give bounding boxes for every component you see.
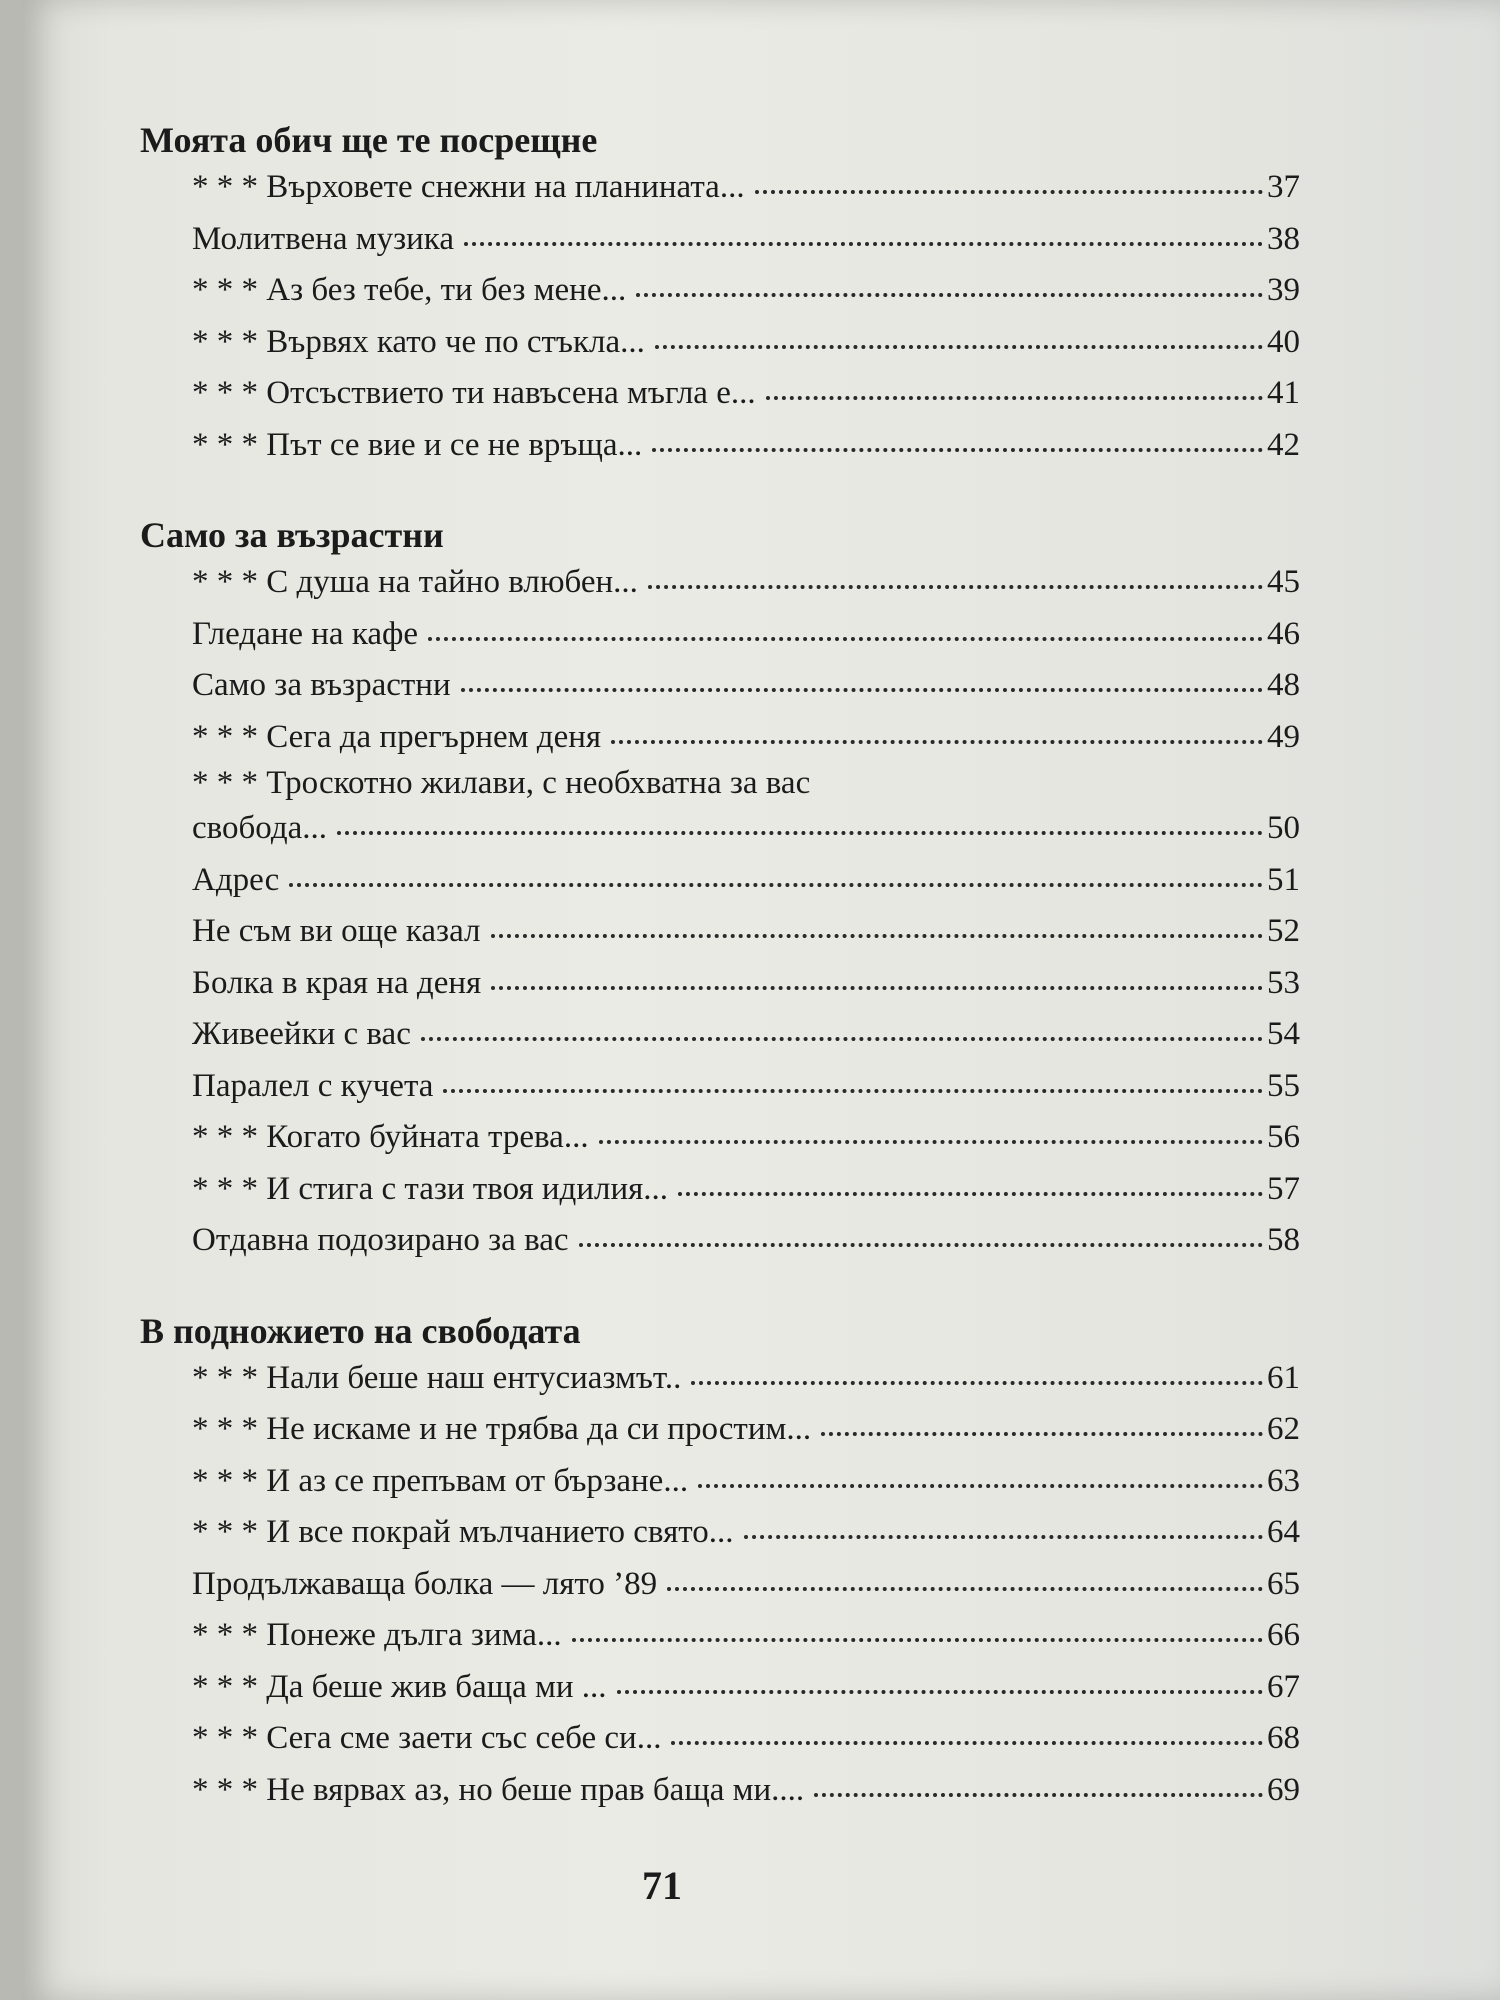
dot-leader bbox=[491, 934, 1264, 938]
entry-title: * * * Нали беше наш ентусиазмът.. bbox=[192, 1359, 682, 1396]
section-entries bbox=[140, 1353, 1300, 1817]
entry-page: 53 bbox=[1267, 964, 1300, 1001]
entry-title: Паралел с кучета bbox=[192, 1067, 434, 1104]
toc-section bbox=[140, 118, 1300, 471]
entry-page: 51 bbox=[1267, 861, 1300, 898]
toc-entry bbox=[192, 265, 1300, 317]
entry-title: * * * Сега сме заети със себе си... bbox=[192, 1720, 662, 1756]
section-title: Само за възрастни bbox=[140, 515, 444, 555]
toc-entry bbox=[192, 1662, 1300, 1714]
entry-title: * * * Да беше жив баща ми ... bbox=[192, 1668, 607, 1705]
dot-leader bbox=[766, 396, 1263, 400]
toc-entry bbox=[192, 1507, 1300, 1559]
entry-page: 46 bbox=[1267, 615, 1300, 652]
entry-title: Продължаваща болка — лято ’89 bbox=[192, 1565, 658, 1602]
entry-title: * * * И стига с тази твоя идилия... bbox=[192, 1170, 669, 1207]
dot-leader bbox=[636, 293, 1263, 297]
dot-leader bbox=[443, 1089, 1263, 1093]
toc-entry bbox=[192, 855, 1300, 907]
entry-page: 49 bbox=[1267, 718, 1300, 755]
entry-page: 63 bbox=[1267, 1462, 1300, 1499]
entry-title: Болка в края на деня bbox=[192, 964, 482, 1001]
entry-title: * * * Не искаме и не трябва да си простим... bbox=[192, 1411, 812, 1447]
dot-leader bbox=[464, 242, 1263, 246]
toc-entry bbox=[192, 1456, 1300, 1508]
toc-section bbox=[140, 513, 1300, 1267]
dot-leader bbox=[579, 1243, 1263, 1247]
toc-entry bbox=[192, 1404, 1300, 1456]
entry-page: 39 bbox=[1267, 272, 1300, 308]
entry-title: Само за възрастни bbox=[192, 667, 451, 703]
dot-leader bbox=[678, 1192, 1263, 1196]
section-entries bbox=[140, 162, 1300, 471]
entry-title: * * * Върховете снежни на планината... bbox=[192, 169, 745, 205]
entry-title: * * * И аз се препъвам от бързане... bbox=[192, 1462, 689, 1499]
entry-title: * * * Път се вие и се не връща... bbox=[192, 426, 643, 463]
toc-entry bbox=[192, 1112, 1300, 1164]
toc-entry bbox=[192, 162, 1300, 214]
entry-page: 58 bbox=[1267, 1222, 1300, 1258]
entry-page: 37 bbox=[1267, 169, 1300, 205]
dot-leader bbox=[611, 740, 1263, 744]
entry-title: * * * Аз без тебе, ти без мене... bbox=[192, 272, 627, 308]
toc-entry bbox=[192, 803, 1300, 855]
entry-title: * * * Не вярвах аз, но беше прав баща ми.... bbox=[192, 1771, 805, 1808]
entry-title-line: * * * Троскотно жилави, с необхватна за вас bbox=[192, 765, 811, 801]
entry-title: Не съм ви още казал bbox=[192, 913, 481, 949]
entry-title: * * * Отсъствието ти навъсена мъгла е... bbox=[192, 375, 756, 411]
dot-leader bbox=[744, 1535, 1264, 1539]
toc-entry bbox=[192, 1713, 1300, 1765]
entry-title: * * * Сега да прегърнем деня bbox=[192, 718, 602, 755]
entry-page: 57 bbox=[1267, 1170, 1300, 1207]
entry-page: 38 bbox=[1267, 220, 1300, 257]
book-page bbox=[22, 0, 1500, 2000]
toc-entry bbox=[192, 1610, 1300, 1662]
toc-entry bbox=[192, 1353, 1300, 1405]
dot-leader bbox=[572, 1638, 1263, 1642]
entry-title: Живеейки с вас bbox=[192, 1016, 411, 1052]
entry-title: Отдавна подозирано за вас bbox=[192, 1222, 569, 1258]
entry-title: Адрес bbox=[192, 861, 280, 898]
toc-entry bbox=[192, 1765, 1300, 1817]
toc-entry bbox=[192, 214, 1300, 266]
dot-leader bbox=[599, 1140, 1263, 1144]
toc-entry bbox=[192, 906, 1300, 958]
toc-entry bbox=[192, 712, 1300, 764]
dot-leader bbox=[814, 1793, 1263, 1797]
toc-entry bbox=[192, 1215, 1300, 1267]
dot-leader bbox=[671, 1741, 1263, 1745]
entry-title: * * * Понеже дълга зима... bbox=[192, 1617, 562, 1653]
entry-page: 64 bbox=[1267, 1514, 1300, 1550]
entry-page: 45 bbox=[1267, 564, 1300, 600]
toc-entry bbox=[192, 1061, 1300, 1113]
entry-page: 66 bbox=[1267, 1617, 1300, 1653]
entry-page: 65 bbox=[1267, 1565, 1300, 1602]
entry-page: 40 bbox=[1267, 323, 1300, 360]
dot-leader bbox=[617, 1690, 1263, 1694]
toc-entry bbox=[192, 660, 1300, 712]
toc-entry bbox=[192, 1164, 1300, 1216]
entry-page: 52 bbox=[1267, 913, 1300, 949]
dot-leader bbox=[652, 448, 1263, 452]
entry-page: 54 bbox=[1267, 1016, 1300, 1052]
toc-entry bbox=[192, 317, 1300, 369]
entry-page: 69 bbox=[1267, 1771, 1300, 1808]
entry-title: * * * Вървях като че по стъкла... bbox=[192, 323, 645, 360]
toc-entry bbox=[192, 609, 1300, 661]
dot-leader bbox=[691, 1381, 1263, 1385]
dot-leader bbox=[289, 883, 1263, 887]
toc-entry bbox=[192, 1559, 1300, 1611]
toc-entry bbox=[192, 557, 1300, 609]
toc-entry bbox=[192, 368, 1300, 420]
entry-title-continuation: свобода... bbox=[192, 810, 328, 846]
toc-entry bbox=[192, 420, 1300, 472]
toc-entry bbox=[192, 1009, 1300, 1061]
dot-leader bbox=[821, 1432, 1263, 1436]
dot-leader bbox=[755, 190, 1263, 194]
entry-page: 42 bbox=[1267, 426, 1300, 463]
dot-leader bbox=[461, 688, 1263, 692]
entry-page: 48 bbox=[1267, 667, 1300, 703]
dot-leader bbox=[491, 986, 1263, 990]
dot-leader bbox=[421, 1037, 1263, 1041]
dot-leader bbox=[428, 637, 1263, 641]
entry-page: 56 bbox=[1267, 1119, 1300, 1155]
entry-page: 61 bbox=[1267, 1359, 1300, 1396]
toc-section bbox=[140, 1309, 1300, 1817]
table-of-contents bbox=[140, 118, 1300, 1858]
section-entries bbox=[140, 557, 1300, 1267]
dot-leader bbox=[698, 1484, 1263, 1488]
entry-title: * * * И все покрай мълчанието свято... bbox=[192, 1514, 734, 1550]
entry-title: Гледане на кафе bbox=[192, 615, 419, 652]
entry-title: Молитвена музика bbox=[192, 220, 454, 257]
entry-title: * * * Когато буйната трева... bbox=[192, 1119, 589, 1155]
entry-page: 41 bbox=[1267, 375, 1300, 411]
dot-leader bbox=[337, 831, 1263, 835]
dot-leader bbox=[667, 1587, 1263, 1591]
entry-page: 55 bbox=[1267, 1067, 1300, 1104]
entry-page: 68 bbox=[1267, 1720, 1300, 1756]
toc-entry bbox=[192, 958, 1300, 1010]
entry-title: * * * С душа на тайно влюбен... bbox=[192, 564, 638, 600]
page-number: 71 bbox=[642, 1863, 682, 1908]
entry-page: 67 bbox=[1267, 1668, 1300, 1705]
section-title: В подножието на свободата bbox=[140, 1310, 581, 1351]
dot-leader bbox=[648, 585, 1263, 589]
entry-page: 62 bbox=[1267, 1411, 1300, 1447]
section-title: Моята обич ще те посрещне bbox=[140, 120, 598, 160]
entry-page: 50 bbox=[1267, 810, 1300, 846]
dot-leader bbox=[655, 345, 1263, 349]
